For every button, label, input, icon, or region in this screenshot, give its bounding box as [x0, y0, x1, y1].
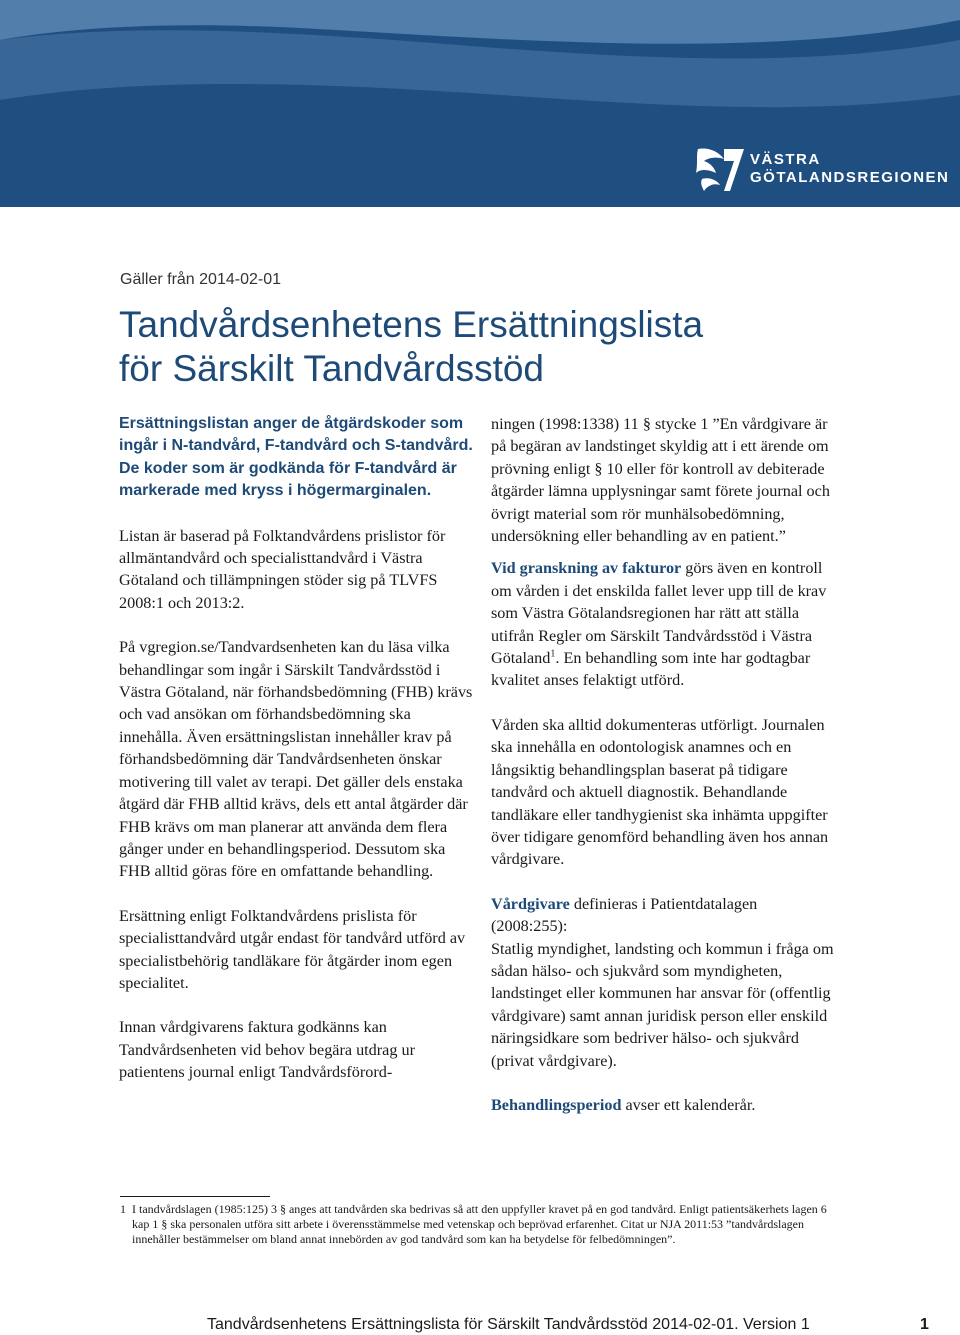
paragraph-treatment-period [491, 1094, 836, 1116]
left-column [119, 413, 474, 1084]
valid-from-date: Gäller från 2014-02-01 [120, 271, 281, 288]
footnote-text: I tandvårdslagen (1985:125) 3 § anges att tandvården ska bedrivas så att den uppfyller kravet på en god tandvård. Enligt patientsäkerhets lagen 6 kap 1 § ska personalen utföra sitt arbete i överensstämmelse med vetenskap och beprövad erfarenhet. Citat ur NJA 2011:53 ”tandvårdslagen innehåller bestämmelser om bland annat innebörden av god tandvård som kan ha betydelse för felbedömningen”. [132, 1202, 827, 1246]
footnote-number: 1 [120, 1202, 126, 1216]
logo [694, 145, 950, 195]
page-footer: Tandvårdsenhetens Ersättningslista för Särskilt Tandvårdsstöd 2014-02-01. Version 1 [207, 1316, 810, 1333]
header-banner [0, 0, 960, 207]
page-number: 1 [920, 1316, 929, 1333]
paragraph-documentation: Vården ska alltid dokumenteras utförligt. Journalen ska innehålla en odontologisk anamnes och en långsiktig behandlingsplan baserat på tidigare tandvård och aktuell diagnostik. Behandlande tandläkare eller tandhygienist ska inhämta uppgifter över tidigare genomförd behandling även hos annan vårdgivare. [491, 715, 829, 869]
paragraph-basis: Listan är baserad på Folktandvårdens prislistor för allmäntandvård och specialisttandvård i Västra Götaland och tillämpningen stöder sig på TLVFS 2008:1 och 2013:2. [119, 526, 446, 612]
caregiver-lead: Vårdgivare [491, 894, 570, 913]
page-title [119, 303, 879, 391]
paragraph-caregiver-details: Statlig myndighet, landsting och kommun i fråga om sådan hälso- och sjukvård som myndigheten, landstinget eller kommunen har ansvar för (offentlig vårdgivare) samt annan juridisk person eller enskild näringsidkare som bedriver hälso- och sjukvård (privat vårdgivare). [491, 939, 834, 1070]
paragraph-invoice-review [491, 557, 836, 691]
logo-name-line2: GÖTALANDSREGIONEN [750, 169, 950, 186]
paragraph-regulation-quote: ningen (1998:1338) 11 § stycke 1 ”En vårdgivare är på begäran av landstinget skyldig att i ett ärende om prövning enligt § 10 eller för kontroll av debiterade åtgärder lämna upplysningar samt förete journal och övrigt material som rör munhälsobedömning, undersökning eller behandling av en patient.” [491, 415, 830, 546]
paragraph-vgregion: På vgregion.se/Tandvardsenheten kan du läsa vilka behandlingar som ingår i Särskilt Tandvårdsstöd i Västra Götaland, när förhandsbedömning (FHB) krävs och vad ansökan om förhandsbedömning ska innehålla. Även ersättningslistan innehåller krav på förhandsbedömning där Tandvårdsenheten önskar motivering till valet av terapi. Det gäller dels enstaka åtgärd där FHB alltid krävs, dels ett antal åtgärder där FHB krävs om man planerar att använda dem flera gånger under en behandlingsperiod. Dessutom ska FHB alltid göras före en omfattande behandling. [119, 638, 473, 881]
paragraph-caregiver-definition [491, 893, 836, 938]
footnote-divider [120, 1196, 270, 1197]
invoice-review-text: görs även en kontroll om vården i det enskilda fallet lever upp till de krav som Västra Götalandsregionen har rätt att ställa utifrån Regler om Särskilt Tandvårdsstöd i Västra Götaland [491, 559, 827, 668]
treatment-period-text: avser ett kalenderår. [621, 1095, 756, 1114]
caregiver-text: definieras i Patientdatalagen (2008:255): [491, 894, 758, 936]
paragraph-specialist: Ersättning enligt Folktandvårdens prislista för specialisttandvård utgår endast för tandvård utförd av specialistbehörig tandläkare för åtgärder inom egen specialitet. [119, 906, 466, 992]
logo-name-line1: VÄSTRA [750, 151, 821, 168]
treatment-period-lead: Behandlingsperiod [491, 1095, 622, 1114]
vgr-logo-icon [694, 145, 746, 195]
footnote-ref: 1 [550, 648, 556, 660]
paragraph-journal: Innan vårdgivarens faktura godkänns kan Tandvårdsenheten vid behov begära utdrag ur patientens journal enligt Tandvårdsförord- [119, 1018, 415, 1082]
invoice-review-lead: Vid granskning av fakturor [491, 559, 682, 578]
title-line-1: Tandvårdsenhetens Ersättningslista [119, 304, 704, 345]
title-line-2: för Särskilt Tandvårdsstöd [119, 348, 545, 389]
right-column [491, 413, 836, 1116]
invoice-review-end: . En behandling som inte har godtagbar kvalitet anses felaktigt utförd. [491, 649, 811, 690]
intro-paragraph: Ersättningslistan anger de åtgärdskoder som ingår i N-tandvård, F-tandvård och S-tandvård. De koder som är godkända för F-tandvård är markerade med kryss i högermarginalen. [119, 415, 473, 500]
